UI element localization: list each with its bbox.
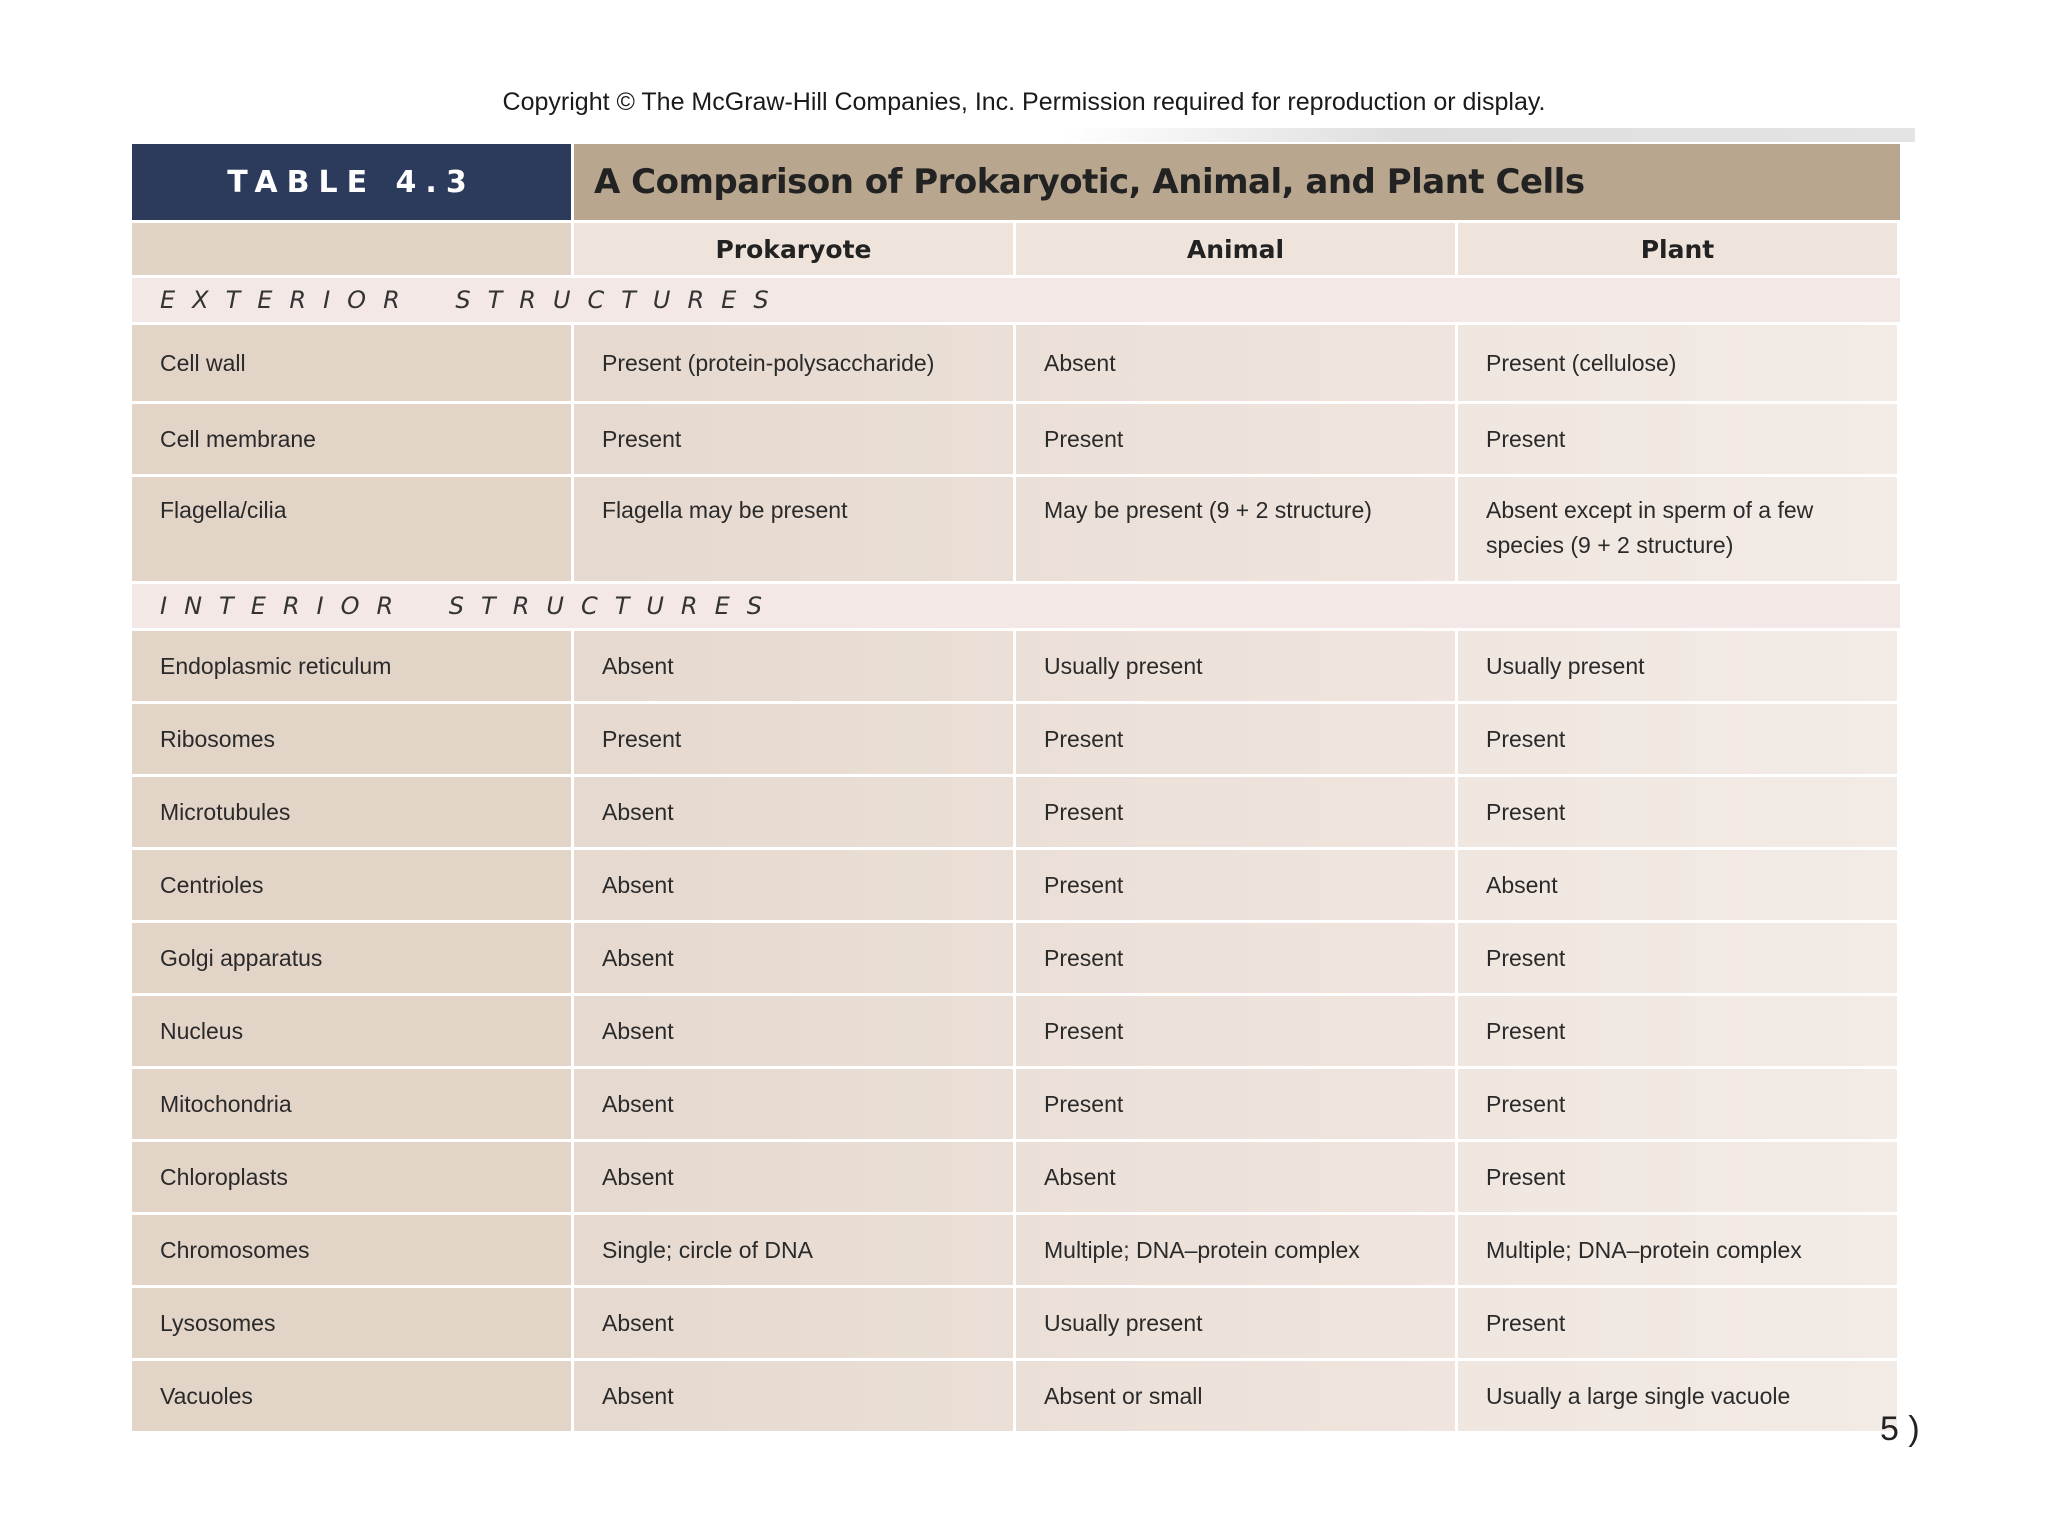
plant-cell: Usually present xyxy=(1458,631,1897,701)
animal-cell: Present xyxy=(1016,777,1455,847)
row-label: Chromosomes xyxy=(132,1215,571,1285)
row-label: Cell membrane xyxy=(132,404,571,474)
plant-cell: Usually a large single vacuole xyxy=(1458,1361,1897,1431)
prokaryote-cell: Absent xyxy=(574,850,1013,920)
animal-cell: Present xyxy=(1016,850,1455,920)
animal-cell: Absent or small xyxy=(1016,1361,1455,1431)
table-title: A Comparison of Prokaryotic, Animal, and Plant Cells xyxy=(574,144,1900,220)
animal-cell: Present xyxy=(1016,404,1455,474)
row-label: Vacuoles xyxy=(132,1361,571,1431)
prokaryote-cell: Present xyxy=(574,704,1013,774)
section-header-exterior: EXTERIOR STRUCTURES xyxy=(132,278,1900,322)
prokaryote-cell: Absent xyxy=(574,777,1013,847)
plant-cell: Present xyxy=(1458,1069,1897,1139)
prokaryote-cell: Absent xyxy=(574,1361,1013,1431)
column-header-row xyxy=(132,223,1900,275)
table-row xyxy=(132,1361,1900,1431)
row-label: Lysosomes xyxy=(132,1288,571,1358)
plant-cell: Multiple; DNA–protein complex xyxy=(1458,1215,1897,1285)
row-label: Chloroplasts xyxy=(132,1142,571,1212)
animal-cell: Multiple; DNA–protein complex xyxy=(1016,1215,1455,1285)
table-row xyxy=(132,1215,1900,1285)
comparison-table xyxy=(132,144,1900,1431)
column-header-blank xyxy=(132,223,571,275)
plant-cell: Present xyxy=(1458,777,1897,847)
animal-cell: Usually present xyxy=(1016,1288,1455,1358)
prokaryote-cell: Present xyxy=(574,404,1013,474)
row-label: Cell wall xyxy=(132,325,571,401)
table-row xyxy=(132,631,1900,701)
row-label: Flagella/cilia xyxy=(132,477,571,581)
prokaryote-cell: Absent xyxy=(574,996,1013,1066)
animal-cell: Absent xyxy=(1016,325,1455,401)
column-header-prokaryote: Prokaryote xyxy=(574,223,1013,275)
copyright-notice: Copyright © The McGraw-Hill Companies, Inc. Permission required for reproduction or display. xyxy=(502,88,1546,116)
prokaryote-cell: Absent xyxy=(574,631,1013,701)
table-row xyxy=(132,704,1900,774)
plant-cell: Present (cellulose) xyxy=(1458,325,1897,401)
row-label: Endoplasmic reticulum xyxy=(132,631,571,701)
animal-cell: Usually present xyxy=(1016,631,1455,701)
section-header-interior: INTERIOR STRUCTURES xyxy=(132,584,1900,628)
table-title-row xyxy=(132,144,1900,220)
interior-rows xyxy=(132,631,1900,1431)
table-row xyxy=(132,923,1900,993)
row-label: Microtubules xyxy=(132,777,571,847)
table-row xyxy=(132,777,1900,847)
row-label: Golgi apparatus xyxy=(132,923,571,993)
decorative-shadow xyxy=(1060,128,1915,142)
row-label: Centrioles xyxy=(132,850,571,920)
table-row xyxy=(132,1069,1900,1139)
table-label: TABLE 4.3 xyxy=(132,144,571,220)
table-row xyxy=(132,1142,1900,1212)
animal-cell: Present xyxy=(1016,704,1455,774)
animal-cell: Present xyxy=(1016,996,1455,1066)
table-row xyxy=(132,404,1900,474)
table-row xyxy=(132,477,1900,581)
table-row xyxy=(132,850,1900,920)
table-row xyxy=(132,1288,1900,1358)
page-number-fragment: 5 ) xyxy=(1880,1410,1920,1448)
column-header-plant: Plant xyxy=(1458,223,1897,275)
table-row xyxy=(132,996,1900,1066)
plant-cell: Present xyxy=(1458,704,1897,774)
plant-cell: Present xyxy=(1458,1288,1897,1358)
animal-cell: Absent xyxy=(1016,1142,1455,1212)
plant-cell: Present xyxy=(1458,1142,1897,1212)
prokaryote-cell: Present (protein-polysaccharide) xyxy=(574,325,1013,401)
plant-cell: Present xyxy=(1458,923,1897,993)
animal-cell: May be present (9 + 2 structure) xyxy=(1016,477,1455,581)
plant-cell: Present xyxy=(1458,996,1897,1066)
row-label: Mitochondria xyxy=(132,1069,571,1139)
plant-cell: Absent xyxy=(1458,850,1897,920)
plant-cell: Absent except in sperm of a few species (9 + 2 structure) xyxy=(1458,477,1897,581)
prokaryote-cell: Absent xyxy=(574,923,1013,993)
row-label: Nucleus xyxy=(132,996,571,1066)
prokaryote-cell: Flagella may be present xyxy=(574,477,1013,581)
column-header-animal: Animal xyxy=(1016,223,1455,275)
animal-cell: Present xyxy=(1016,923,1455,993)
animal-cell: Present xyxy=(1016,1069,1455,1139)
prokaryote-cell: Absent xyxy=(574,1288,1013,1358)
row-label: Ribosomes xyxy=(132,704,571,774)
table-row xyxy=(132,325,1900,401)
prokaryote-cell: Single; circle of DNA xyxy=(574,1215,1013,1285)
prokaryote-cell: Absent xyxy=(574,1142,1013,1212)
prokaryote-cell: Absent xyxy=(574,1069,1013,1139)
plant-cell: Present xyxy=(1458,404,1897,474)
